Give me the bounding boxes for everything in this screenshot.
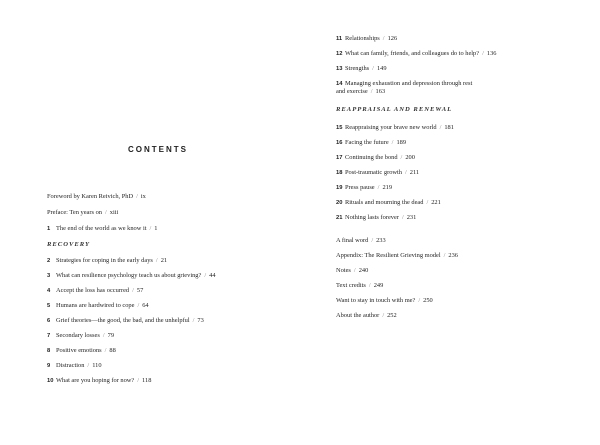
entry-page: 149 xyxy=(376,65,387,72)
chapter-number: 6 xyxy=(47,318,51,324)
entry-title: Relationships xyxy=(345,35,380,42)
entry-page: xiii xyxy=(109,209,119,216)
entry-title: Rituals and mourning the dead xyxy=(345,199,424,206)
toc-entry-chapter-18[interactable] xyxy=(336,169,419,177)
separator: / xyxy=(377,184,380,191)
entry-page: 233 xyxy=(376,237,386,244)
toc-entry-chapter-13[interactable] xyxy=(336,65,387,73)
chapter-number: 21 xyxy=(336,215,343,221)
toc-entry-chapter-2[interactable] xyxy=(47,257,167,265)
chapter-number: 8 xyxy=(47,348,51,354)
entry-page: 252 xyxy=(387,312,397,319)
entry-title: Appendix: The Resilient Grieving model xyxy=(336,252,441,259)
entry-page: 44 xyxy=(209,272,216,279)
entry-title: Distraction xyxy=(56,362,85,369)
separator: / xyxy=(132,287,134,294)
toc-entry-chapter-17[interactable] xyxy=(336,154,415,162)
chapter-number: 20 xyxy=(336,200,343,206)
separator: / xyxy=(104,209,107,216)
toc-entry-chapter-12[interactable] xyxy=(336,50,496,58)
entry-title-line1: Managing exhaustion and depression through rest xyxy=(345,80,473,87)
entry-title: Secondary losses xyxy=(56,332,100,339)
entry-title: Accept the loss has occurred xyxy=(56,287,130,294)
separator: / xyxy=(482,50,484,57)
chapter-number: 19 xyxy=(336,185,343,191)
entry-title: What can family, friends, and colleagues do to help? xyxy=(345,50,480,57)
entry-title: Strengths xyxy=(345,65,370,72)
separator: / xyxy=(443,252,446,259)
entry-page: 118 xyxy=(142,377,152,384)
chapter-number: 5 xyxy=(47,303,51,309)
chapter-number: 15 xyxy=(336,125,343,131)
separator: / xyxy=(426,199,429,206)
entry-page: 189 xyxy=(396,139,407,146)
toc-entry-chapter-14-continued[interactable] xyxy=(336,88,385,96)
entry-title: Notes xyxy=(336,267,351,274)
entry-title: Preface: Ten years on xyxy=(47,209,102,216)
separator: / xyxy=(404,169,407,176)
separator: / xyxy=(371,237,374,244)
entry-title: What can resilience psychology teach us about grieving? xyxy=(56,272,202,279)
entry-page: 236 xyxy=(448,252,458,259)
toc-entry-appendix[interactable] xyxy=(336,252,458,260)
entry-page: 249 xyxy=(373,282,384,289)
entry-title: The end of the world as we know it xyxy=(56,225,147,232)
toc-entry-about-author[interactable] xyxy=(336,312,397,320)
entry-title: Facing the future xyxy=(345,139,389,146)
toc-entry-chapter-16[interactable] xyxy=(336,139,406,147)
separator: / xyxy=(192,317,195,324)
toc-entry-chapter-7[interactable] xyxy=(47,332,114,340)
separator: / xyxy=(204,272,207,279)
section-heading-recovery: RECOVERY xyxy=(47,241,91,248)
entry-page: 110 xyxy=(92,362,102,369)
chapter-number: 13 xyxy=(336,66,343,72)
contents-heading: CONTENTS xyxy=(128,145,188,154)
separator: / xyxy=(137,302,140,309)
toc-entry-chapter-6[interactable] xyxy=(47,317,204,325)
entry-page: 1 xyxy=(154,225,158,232)
separator: / xyxy=(400,154,403,161)
entry-page: ix xyxy=(140,193,146,200)
separator: / xyxy=(136,193,138,200)
entry-page: 163 xyxy=(375,88,386,95)
entry-title: Grief theories—the good, the bad, and the unhelpful xyxy=(56,317,190,324)
entry-page: 136 xyxy=(486,50,497,57)
separator: / xyxy=(372,65,374,72)
entry-title: Want to stay in touch with me? xyxy=(336,297,416,304)
entry-title: Nothing lasts forever xyxy=(345,214,399,221)
entry-page: 221 xyxy=(431,199,441,206)
chapter-number: 12 xyxy=(336,51,343,57)
separator: / xyxy=(439,124,442,131)
chapter-number: 18 xyxy=(336,170,343,176)
entry-page: 64 xyxy=(142,302,149,309)
entry-page: 126 xyxy=(387,35,398,42)
toc-entry-chapter-8[interactable] xyxy=(47,347,116,355)
entry-title: Humans are hardwired to cope xyxy=(56,302,135,309)
entry-title: About the author xyxy=(336,312,380,319)
entry-title: A final word xyxy=(336,237,369,244)
entry-title: Press pause xyxy=(345,184,375,191)
entry-page: 200 xyxy=(405,154,415,161)
toc-entry-chapter-5[interactable] xyxy=(47,302,149,310)
entry-page: 73 xyxy=(197,317,204,324)
separator: / xyxy=(149,225,152,232)
separator: / xyxy=(401,214,404,221)
toc-entry-foreword[interactable] xyxy=(47,193,146,201)
toc-entry-chapter-11[interactable] xyxy=(336,35,397,43)
separator: / xyxy=(87,362,90,369)
chapter-number: 9 xyxy=(47,363,51,369)
toc-entry-chapter-4[interactable] xyxy=(47,287,143,295)
entry-page: 181 xyxy=(444,124,454,131)
toc-entry-chapter-20[interactable] xyxy=(336,199,441,207)
entry-title: Foreword by Karen Reivich, PhD xyxy=(47,193,134,200)
toc-entry-chapter-14[interactable] xyxy=(336,80,472,88)
section-heading-reappraisal: REAPPRAISAL AND RENEWAL xyxy=(336,106,453,113)
toc-entry-text-credits[interactable] xyxy=(336,282,383,290)
toc-entry-chapter-10[interactable] xyxy=(47,377,151,385)
chapter-number: 17 xyxy=(336,155,343,161)
chapter-number: 3 xyxy=(47,273,51,279)
toc-entry-stay-in-touch[interactable] xyxy=(336,297,433,305)
entry-title: Positive emotions xyxy=(56,347,102,354)
separator: / xyxy=(155,257,158,264)
entry-title-line2: and exercise xyxy=(336,88,368,95)
toc-entry-final-word[interactable] xyxy=(336,237,386,245)
entry-page: 250 xyxy=(423,297,433,304)
entry-page: 231 xyxy=(406,214,417,221)
chapter-number: 2 xyxy=(47,258,51,264)
separator: / xyxy=(391,139,394,146)
entry-page: 211 xyxy=(409,169,420,176)
entry-page: 57 xyxy=(136,287,144,294)
entry-page: 21 xyxy=(160,257,168,264)
chapter-number: 16 xyxy=(336,140,343,146)
toc-entry-chapter-19[interactable] xyxy=(336,184,392,192)
separator: / xyxy=(102,332,105,339)
entry-page: 79 xyxy=(107,332,115,339)
toc-entry-chapter-9[interactable] xyxy=(47,362,102,370)
chapter-number: 10 xyxy=(47,378,54,384)
entry-page: 219 xyxy=(382,184,393,191)
separator: / xyxy=(382,312,385,319)
entry-page: 88 xyxy=(109,347,116,354)
entry-title: Strategies for coping in the early days xyxy=(56,257,153,264)
chapter-number: 1 xyxy=(47,226,51,232)
separator: / xyxy=(418,297,421,304)
separator: / xyxy=(104,347,107,354)
chapter-number: 4 xyxy=(47,288,51,294)
entry-title: Reappraising your brave new world xyxy=(345,124,437,131)
chapter-number: 14 xyxy=(336,81,343,87)
right-page xyxy=(300,0,600,445)
toc-entry-notes[interactable] xyxy=(336,267,368,275)
separator: / xyxy=(382,35,385,42)
entry-title: Text credits xyxy=(336,282,366,289)
toc-entry-chapter-15[interactable] xyxy=(336,124,454,132)
entry-page: 240 xyxy=(358,267,369,274)
separator: / xyxy=(370,88,373,95)
toc-entry-chapter-1[interactable] xyxy=(47,225,158,233)
toc-entry-chapter-3[interactable] xyxy=(47,272,216,280)
separator: / xyxy=(353,267,356,274)
toc-entry-chapter-21[interactable] xyxy=(336,214,416,222)
separator: / xyxy=(368,282,371,289)
chapter-number: 11 xyxy=(336,36,343,42)
entry-title: What are you hoping for now? xyxy=(56,377,135,384)
separator: / xyxy=(137,377,140,384)
entry-title: Post-traumatic growth xyxy=(345,169,402,176)
entry-title: Continuing the bond xyxy=(345,154,398,161)
chapter-number: 7 xyxy=(47,333,51,339)
toc-entry-preface[interactable] xyxy=(47,209,118,217)
